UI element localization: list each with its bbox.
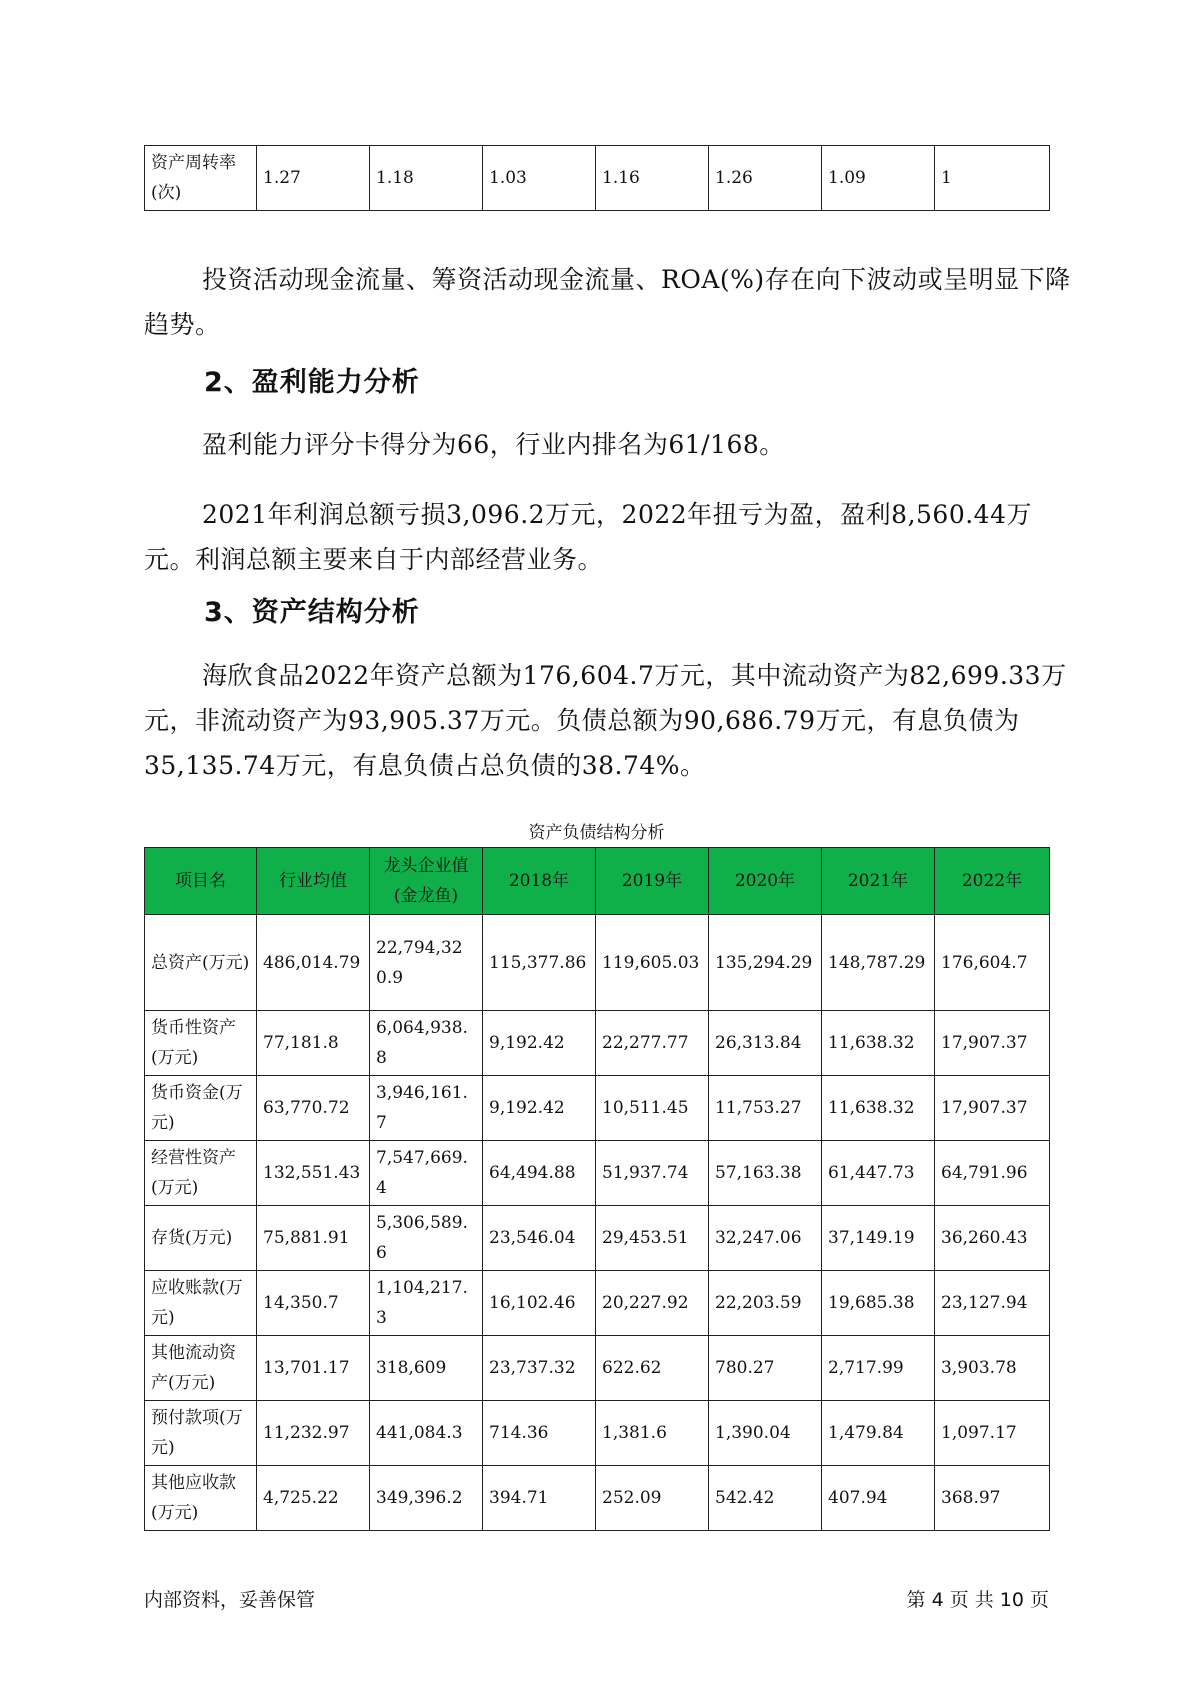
table-cell: 22,794,320.9 xyxy=(370,915,483,1011)
row-label: 其他流动资产(万元) xyxy=(145,1336,257,1401)
section-heading-profitability: 2、盈利能力分析 xyxy=(204,367,420,398)
table-cell: 22,277.77 xyxy=(596,1011,709,1076)
row-label: 经营性资产(万元) xyxy=(145,1141,257,1206)
paragraph-trend: 投资活动现金流量、筹资活动现金流量、ROA(%)存在向下波动或呈明显下降趋势。 xyxy=(144,265,1071,339)
table-cell: 17,907.37 xyxy=(935,1076,1050,1141)
table-cell: 7,547,669.4 xyxy=(370,1141,483,1206)
row-label: 总资产(万元) xyxy=(145,915,257,1011)
table-cell: 23,546.04 xyxy=(483,1206,596,1271)
table-cell: 368.97 xyxy=(935,1466,1050,1531)
table-row xyxy=(145,1206,1050,1271)
table-cell: 1.09 xyxy=(822,146,935,211)
header-cell: 2020年 xyxy=(709,848,822,915)
table-cell: 36,260.43 xyxy=(935,1206,1050,1271)
table-cell: 64,494.88 xyxy=(483,1141,596,1206)
table-cell: 23,737.32 xyxy=(483,1336,596,1401)
table-cell: 5,306,589.6 xyxy=(370,1206,483,1271)
table-cell: 16,102.46 xyxy=(483,1271,596,1336)
table-row xyxy=(145,1011,1050,1076)
footer-confidential: 内部资料，妥善保管 xyxy=(144,1589,316,1611)
table-cell: 51,937.74 xyxy=(596,1141,709,1206)
table-cell: 75,881.91 xyxy=(257,1206,370,1271)
table-cell: 1,097.17 xyxy=(935,1401,1050,1466)
table-cell: 9,192.42 xyxy=(483,1076,596,1141)
table-cell: 441,084.3 xyxy=(370,1401,483,1466)
table-cell: 57,163.38 xyxy=(709,1141,822,1206)
table-cell: 26,313.84 xyxy=(709,1011,822,1076)
table-cell: 61,447.73 xyxy=(822,1141,935,1206)
table-cell: 176,604.7 xyxy=(935,915,1050,1011)
turnover-table xyxy=(144,145,1050,211)
table-cell: 135,294.29 xyxy=(709,915,822,1011)
table-cell: 486,014.79 xyxy=(257,915,370,1011)
table-cell: 63,770.72 xyxy=(257,1076,370,1141)
table-cell: 77,181.8 xyxy=(257,1011,370,1076)
table-row xyxy=(145,1141,1050,1206)
table-row xyxy=(145,1336,1050,1401)
table-cell: 2,717.99 xyxy=(822,1336,935,1401)
table-cell: 1.18 xyxy=(370,146,483,211)
table-cell: 17,907.37 xyxy=(935,1011,1050,1076)
table-cell: 115,377.86 xyxy=(483,915,596,1011)
table-cell: 1.26 xyxy=(709,146,822,211)
row-label: 预付款项(万元) xyxy=(145,1401,257,1466)
table-cell: 714.36 xyxy=(483,1401,596,1466)
table-cell: 1,390.04 xyxy=(709,1401,822,1466)
table-row xyxy=(145,1271,1050,1336)
table-cell: 542.42 xyxy=(709,1466,822,1531)
table-cell: 119,605.03 xyxy=(596,915,709,1011)
table-cell: 4,725.22 xyxy=(257,1466,370,1531)
table-cell: 37,149.19 xyxy=(822,1206,935,1271)
table-cell: 14,350.7 xyxy=(257,1271,370,1336)
table-cell: 1,479.84 xyxy=(822,1401,935,1466)
table-cell: 23,127.94 xyxy=(935,1271,1050,1336)
table-row xyxy=(145,1466,1050,1531)
header-cell: 行业均值 xyxy=(257,848,370,915)
table-cell: 394.71 xyxy=(483,1466,596,1531)
table-cell: 13,701.17 xyxy=(257,1336,370,1401)
paragraph-profit: 2021年利润总额亏损3,096.2万元，2022年扭亏为盈，盈利8,560.44万元。利润总额主要来自于内部经营业务。 xyxy=(144,500,1032,574)
row-label: 存货(万元) xyxy=(145,1206,257,1271)
footer-page-number: 第 4 页 共 10 页 xyxy=(906,1589,1049,1611)
header-cell: 2022年 xyxy=(935,848,1050,915)
section-heading-asset-structure: 3、资产结构分析 xyxy=(204,597,420,628)
table-cell: 29,453.51 xyxy=(596,1206,709,1271)
row-label: 资产周转率(次) xyxy=(145,146,257,211)
header-cell: 2021年 xyxy=(822,848,935,915)
table-cell: 10,511.45 xyxy=(596,1076,709,1141)
row-label: 货币资金(万元) xyxy=(145,1076,257,1141)
table-cell: 19,685.38 xyxy=(822,1271,935,1336)
table-cell: 32,247.06 xyxy=(709,1206,822,1271)
table-cell: 780.27 xyxy=(709,1336,822,1401)
table-row xyxy=(145,1401,1050,1466)
header-cell: 2018年 xyxy=(483,848,596,915)
paragraph-score: 盈利能力评分卡得分为66，行业内排名为61/168。 xyxy=(202,430,785,459)
table-row xyxy=(145,915,1050,1011)
table-cell: 148,787.29 xyxy=(822,915,935,1011)
table-header-row xyxy=(145,848,1050,915)
table-row xyxy=(145,1076,1050,1141)
table-cell: 64,791.96 xyxy=(935,1141,1050,1206)
table-cell: 22,203.59 xyxy=(709,1271,822,1336)
table-cell: 1,104,217.3 xyxy=(370,1271,483,1336)
table-cell: 132,551.43 xyxy=(257,1141,370,1206)
table-row xyxy=(145,146,1050,211)
table-cell: 1.03 xyxy=(483,146,596,211)
row-label: 应收账款(万元) xyxy=(145,1271,257,1336)
header-cell: 龙头企业值(金龙鱼) xyxy=(370,848,483,915)
row-label: 其他应收款(万元) xyxy=(145,1466,257,1531)
row-label: 货币性资产(万元) xyxy=(145,1011,257,1076)
table-cell: 1 xyxy=(935,146,1050,211)
table-cell: 349,396.2 xyxy=(370,1466,483,1531)
table-cell: 11,753.27 xyxy=(709,1076,822,1141)
table-cell: 11,232.97 xyxy=(257,1401,370,1466)
table-cell: 3,903.78 xyxy=(935,1336,1050,1401)
paragraph-assets: 海欣食品2022年资产总额为176,604.7万元，其中流动资产为82,699.33万元，非流动资产为93,905.37万元。负债总额为90,686.79万元，有息负债为35,135.74万元，有息负债占总负债的38.74%。 xyxy=(144,661,1067,780)
header-cell: 2019年 xyxy=(596,848,709,915)
table-cell: 9,192.42 xyxy=(483,1011,596,1076)
table-cell: 252.09 xyxy=(596,1466,709,1531)
header-cell: 项目名 xyxy=(145,848,257,915)
table-cell: 318,609 xyxy=(370,1336,483,1401)
table-cell: 1.16 xyxy=(596,146,709,211)
table-cell: 1.27 xyxy=(257,146,370,211)
table-cell: 622.62 xyxy=(596,1336,709,1401)
asset-liability-table xyxy=(144,847,1050,1531)
table-cell: 20,227.92 xyxy=(596,1271,709,1336)
table-cell: 11,638.32 xyxy=(822,1011,935,1076)
table-cell: 3,946,161.7 xyxy=(370,1076,483,1141)
table-cell: 6,064,938.8 xyxy=(370,1011,483,1076)
table-cell: 407.94 xyxy=(822,1466,935,1531)
table-caption: 资产负债结构分析 xyxy=(528,823,665,843)
table-cell: 1,381.6 xyxy=(596,1401,709,1466)
table-cell: 11,638.32 xyxy=(822,1076,935,1141)
